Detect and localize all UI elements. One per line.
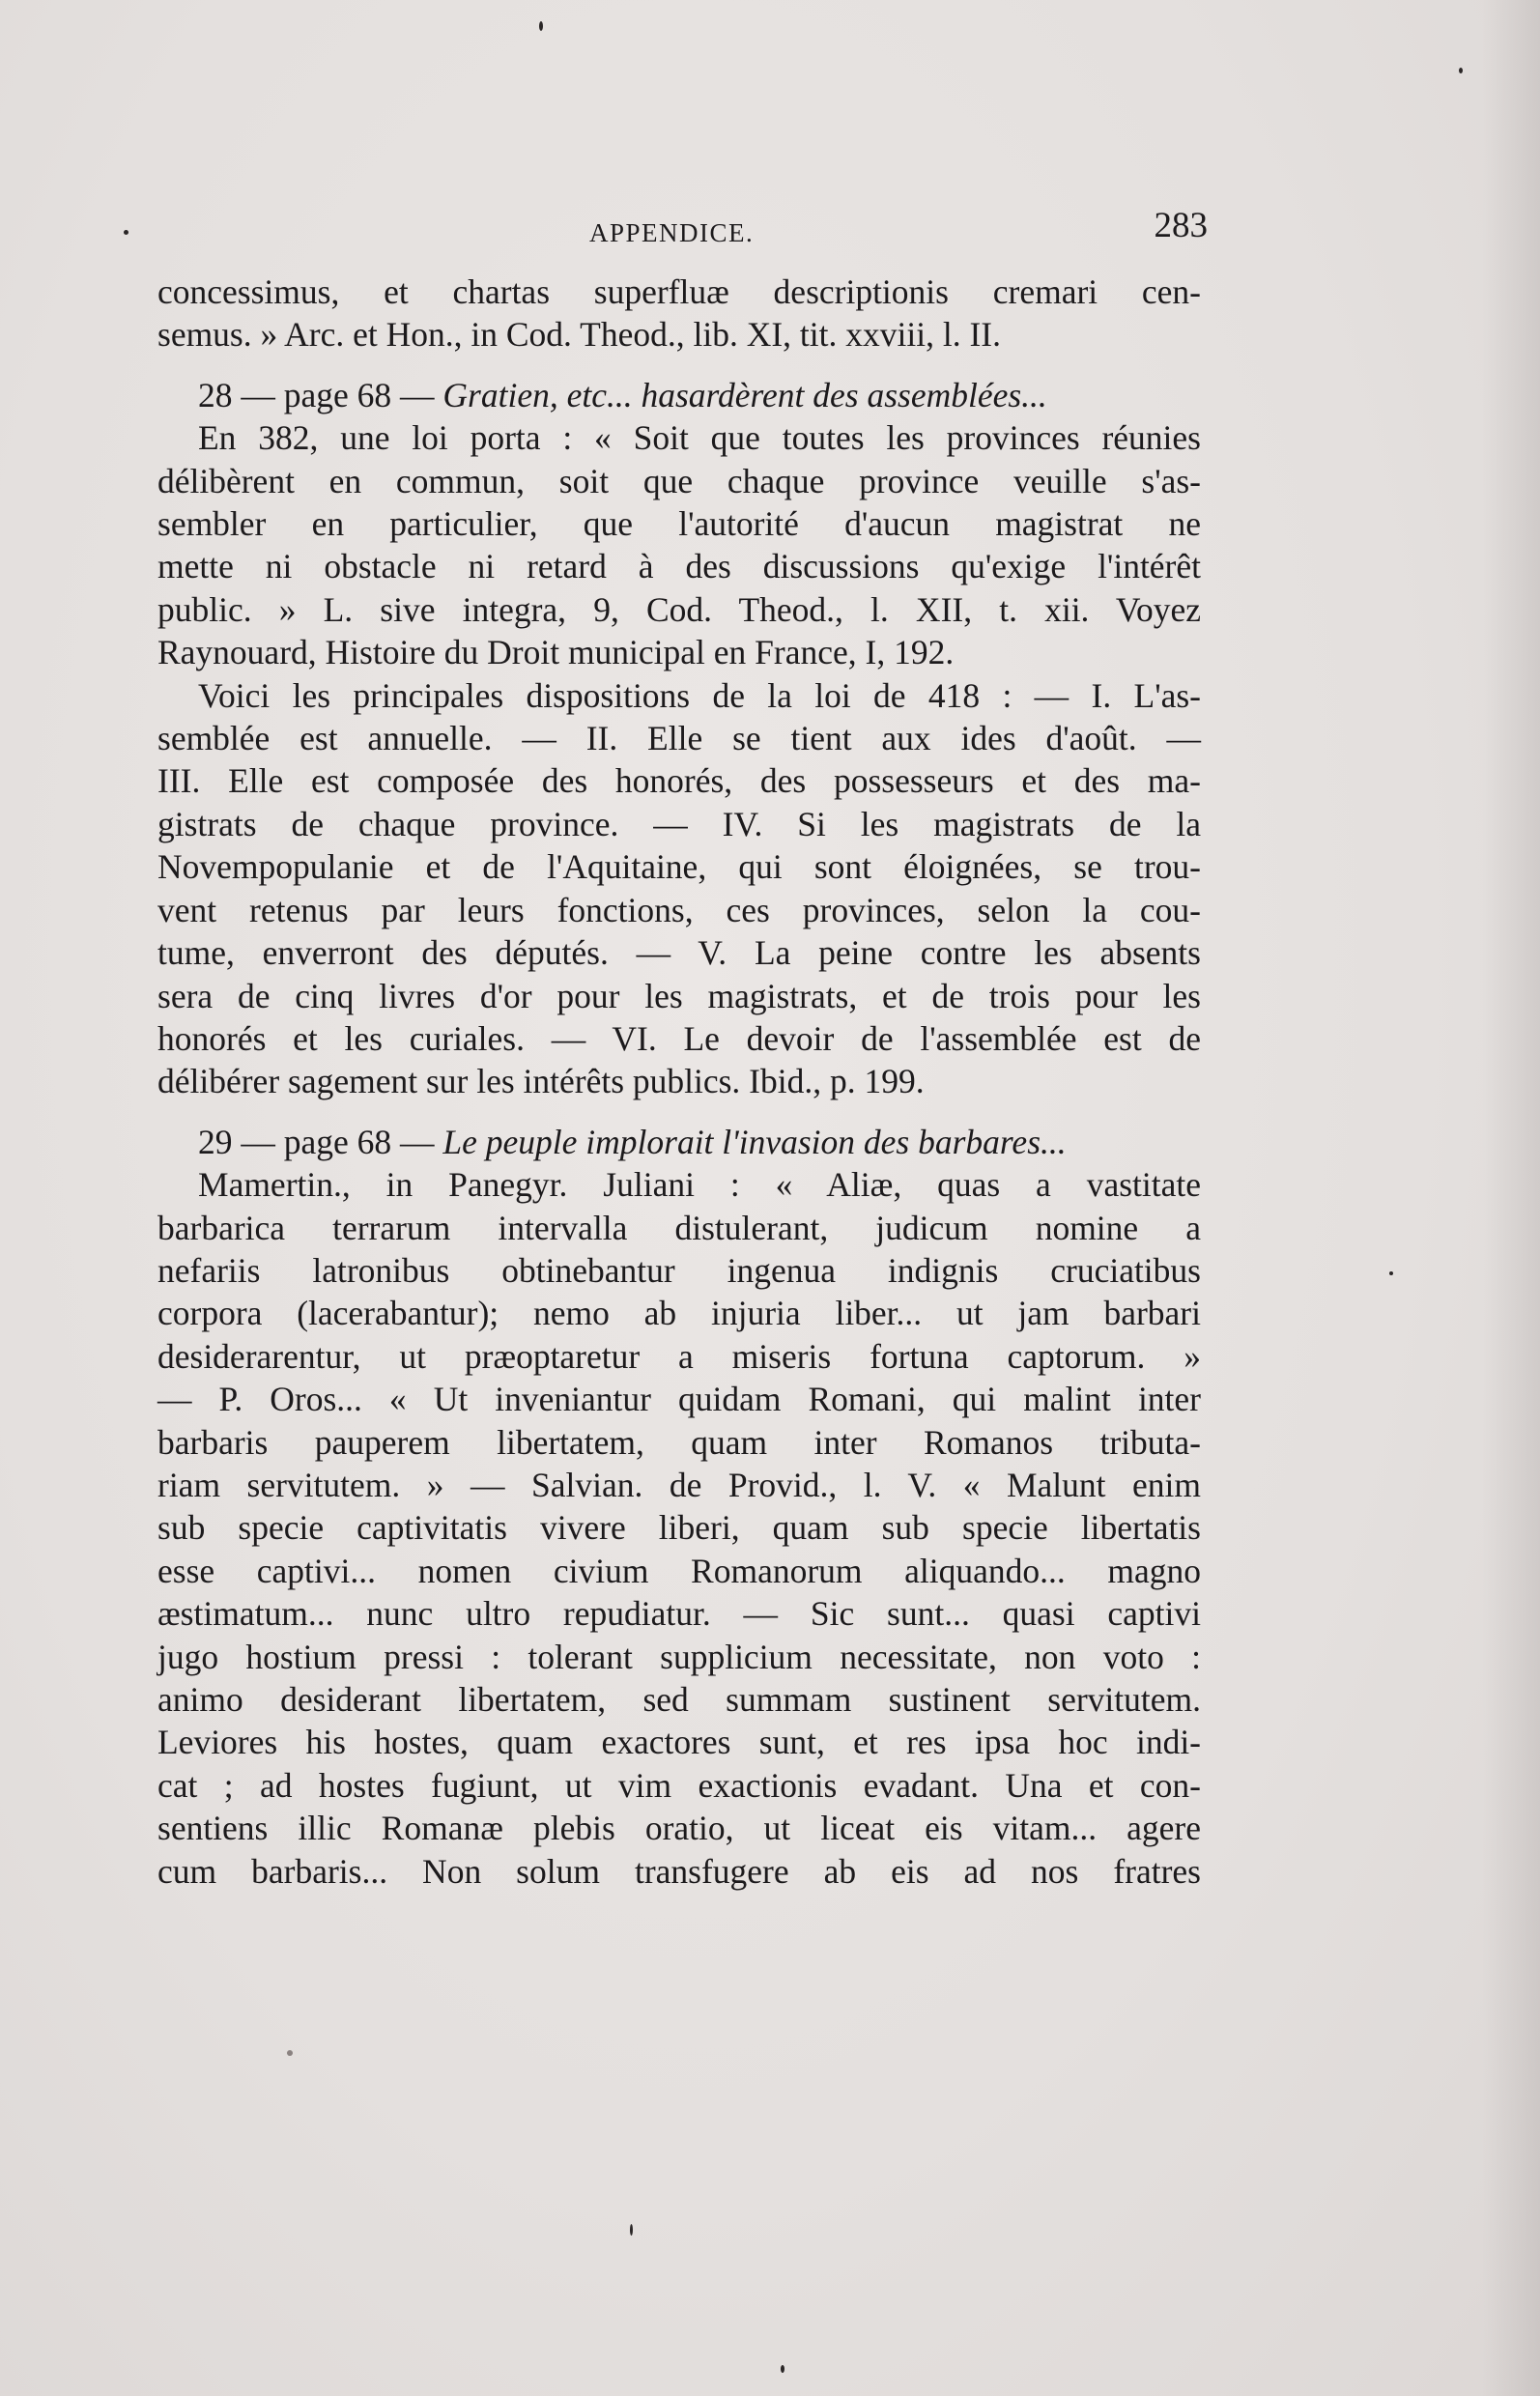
text-line: mette ni obstacle ni retard à des discussions qu'exige l'intérêt (157, 547, 1201, 586)
note-number: 28 — page 68 — (198, 375, 443, 414)
text-line: Leviores his hostes, quam exactores sunt, et res ipsa hoc indi- (157, 1723, 1201, 1762)
text-line: barbarica terrarum intervalla distulerant, judicum nomine a (157, 1208, 1201, 1247)
text-line: sera de cinq livres d'or pour les magistrats, et de trois pour les (157, 976, 1201, 1015)
text-line: sentiens illic Romanæ plebis oratio, ut liceat eis vitam... agere (157, 1809, 1201, 1848)
note-title: Gratien, etc... hasardèrent des assemblées... (442, 375, 1047, 414)
text-line: desiderarentur, ut præoptaretur a miseris fortuna captorum. » (157, 1336, 1201, 1376)
text-line: semblée est annuelle. — II. Elle se tient aux ides d'août. — (157, 719, 1201, 758)
text-line: riam servitutem. » — Salvian. de Provid., l. V. « Malunt enim (157, 1465, 1201, 1504)
page-number: 283 (1154, 206, 1208, 245)
note-heading (157, 374, 1201, 416)
text-line: honorés et les curiales. — VI. Le devoir de l'assemblée est de (157, 1018, 1201, 1058)
text-line: tume, enverront des députés. — V. La peine contre les absents (157, 933, 1201, 973)
text-line: En 382, une loi porta : « Soit que toutes les provinces réunies (198, 418, 1201, 458)
text-line: cum barbaris... Non solum transfugere ab eis ad nos fratres (157, 1851, 1201, 1891)
paragraph-gap (157, 357, 1201, 374)
text-line: cat ; ad hostes fugiunt, ut vim exactionis evadant. Una et con- (157, 1765, 1201, 1805)
text-line: III. Elle est composée des honorés, des possesseurs et des ma- (157, 761, 1201, 801)
paper-speck (539, 21, 543, 31)
text-line: délibèrent en commun, soit que chaque province veuille s'as- (157, 461, 1201, 500)
text-line: nefariis latronibus obtinebantur ingenua indignis cruciatibus (157, 1250, 1201, 1290)
paper-speck (781, 2365, 784, 2373)
note-number: 29 — page 68 — (198, 1122, 443, 1161)
text-line: Raynouard, Histoire du Droit municipal en France, I, 192. (157, 633, 955, 672)
text-line: esse captivi... nomen civium Romanorum aliquando... magno (157, 1551, 1201, 1590)
text-line: Voici les principales dispositions de la loi de 418 : — I. L'as- (198, 675, 1201, 715)
text-line: Mamertin., in Panegyr. Juliani : « Aliæ, quas a vastitate (198, 1165, 1201, 1205)
text-line: sub specie captivitatis vivere liberi, quam sub specie libertatis (157, 1508, 1201, 1548)
text-line: barbaris pauperem libertatem, quam inter Romanos tributa- (157, 1422, 1201, 1462)
text-line: corpora (lacerabantur); nemo ab injuria liber... ut jam barbari (157, 1294, 1201, 1333)
note-heading (157, 1121, 1201, 1163)
text-line: concessimus, et chartas superfluæ descriptionis cremari cen- (157, 272, 1201, 311)
paper-speck (630, 2224, 633, 2236)
note-title: Le peuple implorait l'invasion des barbares... (442, 1122, 1067, 1161)
page-header (155, 205, 1208, 253)
note-28 (157, 374, 1201, 1103)
text-line: vent retenus par leurs fonctions, ces provinces, selon la cou- (157, 890, 1201, 929)
text-line: jugo hostium pressi : tolerant supplicium necessitate, non voto : (157, 1637, 1201, 1676)
paper-speck (1389, 1271, 1393, 1275)
text-line: gistrats de chaque province. — IV. Si les magistrats de la (157, 804, 1201, 843)
paper-speck (1459, 68, 1463, 73)
text-line: public. » L. sive integra, 9, Cod. Theod., l. XII, t. xii. Voyez (157, 589, 1201, 629)
paragraph-gap (157, 1103, 1201, 1121)
page-edge-shadow (1482, 0, 1540, 2396)
paper-speck (287, 2050, 293, 2056)
text-line: — P. Oros... « Ut inveniantur quidam Romani, qui malint inter (157, 1380, 1201, 1419)
text-line: semus. » Arc. et Hon., in Cod. Theod., lib. XI, tit. xxviii, l. II. (157, 315, 1001, 355)
paper-speck (124, 230, 128, 235)
note-29 (157, 1121, 1201, 1893)
text-line: æstimatum... nunc ultro repudiatur. — Sic sunt... quasi captivi (157, 1594, 1201, 1634)
paragraph-continuation (157, 271, 1201, 357)
text-line: sembler en particulier, que l'autorité d'aucun magistrat ne (157, 504, 1201, 544)
running-head: APPENDICE. (589, 218, 755, 247)
text-line: délibérer sagement sur les intérêts publics. Ibid., p. 199. (157, 1062, 925, 1101)
text-line: Novempopulanie et de l'Aquitaine, qui sont éloignées, se trou- (157, 847, 1201, 887)
text-line: animo desiderant libertatem, sed summam sustinent servitutem. (157, 1680, 1201, 1719)
page-body (157, 271, 1201, 1893)
